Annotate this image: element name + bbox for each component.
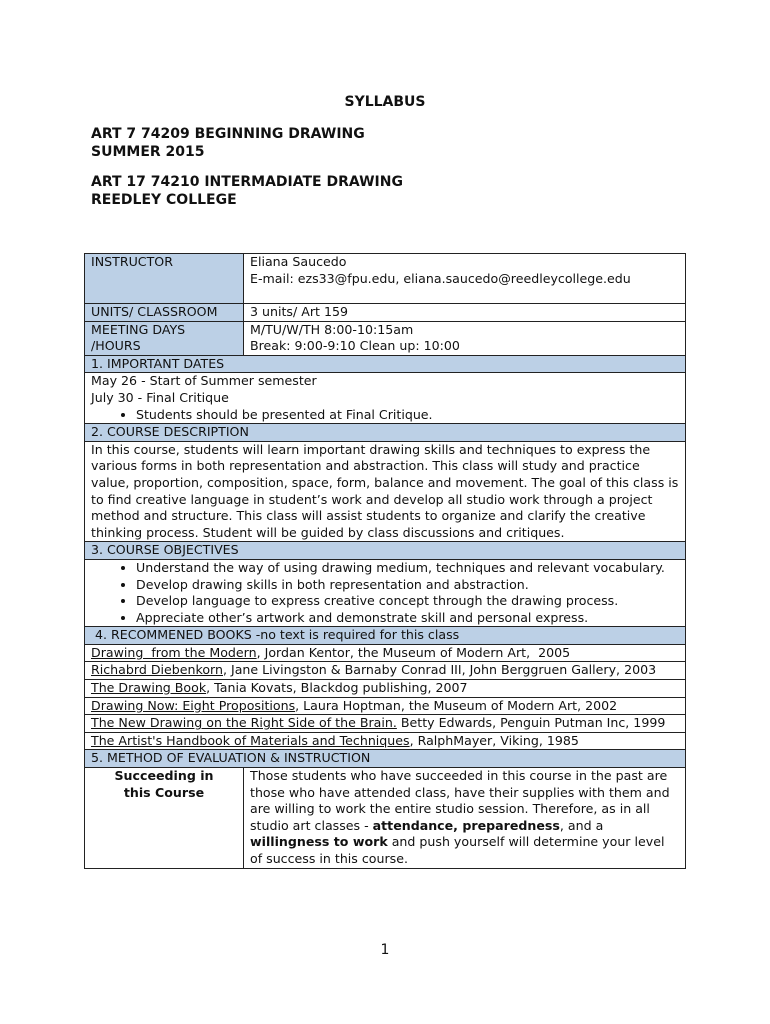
dates-bullets [91, 407, 679, 424]
date-item: July 30 - Final Critique [91, 389, 229, 405]
dates-heading-row [85, 355, 686, 373]
succeeding-text [244, 768, 686, 869]
succeeding-label-line: Succeeding in [114, 768, 214, 784]
emphasis-run: willingness to work [250, 834, 388, 850]
objectives-heading-row [85, 542, 686, 560]
meeting-label-line: MEETING DAYS [91, 321, 186, 337]
college-line: REEDLEY COLLEGE [91, 192, 237, 208]
syllabus-table [84, 253, 686, 869]
section-heading: 3. COURSE OBJECTIVES [85, 542, 686, 560]
book-row [85, 697, 686, 715]
objective-item: • Appreciate other’s artwork and demonstrate skill and personal express. [136, 610, 679, 627]
book-details: Betty Edwards, Penguin Putman Inc, 1999 [396, 715, 666, 731]
date-item: May 26 - Start of Summer semester [91, 373, 317, 389]
units-value: 3 units/ Art 159 [244, 304, 686, 322]
book-title: The New Drawing on the Right Side of the Brain. [91, 715, 397, 731]
meeting-value [244, 321, 686, 355]
term-line: SUMMER 2015 [91, 144, 205, 160]
section-heading: 5. METHOD OF EVALUATION & INSTRUCTION [85, 750, 686, 768]
description-text: In this course, students will learn important drawing skills and techniques to express the various forms in both representation and abstraction. This class will study and practice value, proportion, composition, space, form, balance and movement. The goal of this class is to find creative language in student’s work and develop all studio work through a project method and structure. This class will assist students to organize and clarify the creative thinking process. Student will be guided by class discussions and critiques. [85, 441, 686, 542]
instructor-label: INSTRUCTOR [85, 254, 244, 304]
section-heading: 2. COURSE DESCRIPTION [85, 424, 686, 442]
succeeding-label-line: this Course [123, 784, 205, 800]
book-row [85, 662, 686, 680]
course-header-intermediate [91, 173, 403, 209]
book-row [85, 715, 686, 733]
book-title: The Drawing Book [91, 680, 207, 696]
text-run: and push yourself will determine your level of success in this course. [250, 834, 665, 866]
description-row [85, 441, 686, 542]
objective-item: • Develop language to express creative concept through the drawing process. [136, 593, 679, 610]
book-title: Drawing from the Modern [91, 644, 257, 660]
emphasis-run: attendance, preparedness [372, 817, 560, 833]
book-details: , Tania Kovats, Blackdog publishing, 2007 [206, 680, 468, 696]
instructor-name: Eliana Saucedo [250, 254, 347, 269]
instructor-email: E-mail: ezs33@fpu.edu, eliana.saucedo@reedleycollege.edu [250, 270, 631, 286]
meeting-row [85, 321, 686, 355]
objective-item: • Develop drawing skills in both representation and abstraction. [136, 577, 679, 594]
succeeding-label [85, 768, 244, 869]
course-header-beginning [91, 125, 365, 161]
book-entry [85, 697, 686, 715]
text-run: , and a [559, 817, 604, 833]
instructor-row [85, 254, 686, 304]
course-line: ART 17 74210 INTERMADIATE DRAWING [91, 174, 403, 190]
book-title: Drawing Now: Eight Propositions [91, 697, 296, 713]
book-row [85, 680, 686, 698]
evaluation-heading-row [85, 750, 686, 768]
meeting-label [85, 321, 244, 355]
succeeding-row [85, 768, 686, 869]
objectives-row [85, 559, 686, 626]
text-run: Those students who have succeeded in this course in the past are those who have attended class, have their supplies with them and are willing to work the entire studio session. Therefore, as in all studio art classes - [250, 768, 670, 833]
book-row [85, 732, 686, 750]
course-line: ART 7 74209 BEGINNING DRAWING [91, 126, 365, 142]
description-heading-row [85, 424, 686, 442]
book-row [85, 644, 686, 662]
units-row [85, 304, 686, 322]
document-title: SYLLABUS [344, 94, 426, 110]
book-entry [85, 732, 686, 750]
dates-row [85, 373, 686, 424]
bullet-item: • Students should be presented at Final Critique. [136, 407, 679, 424]
units-label: UNITS/ CLASSROOM [85, 304, 244, 322]
objective-item: • Understand the way of using drawing medium, techniques and relevant vocabulary. [136, 560, 679, 577]
meeting-time: M/TU/W/TH 8:00-10:15am [250, 321, 414, 337]
book-entry [85, 680, 686, 698]
meeting-break: Break: 9:00-9:10 Clean up: 10:00 [250, 338, 460, 354]
objectives-list [91, 560, 679, 626]
dates-content [85, 373, 686, 424]
objectives-content [85, 559, 686, 626]
page-number: 1 [380, 942, 390, 958]
books-heading-row [85, 627, 686, 645]
book-entry [85, 715, 686, 733]
section-heading: 1. IMPORTANT DATES [85, 355, 686, 373]
book-details: , RalphMayer, Viking, 1985 [409, 732, 579, 748]
instructor-info [244, 254, 686, 304]
book-details: , Laura Hoptman, the Museum of Modern Art, 2002 [295, 697, 618, 713]
section-heading: 4. RECOMMENED BOOKS -no text is required for this class [85, 627, 686, 645]
book-title: The Artist's Handbook of Materials and Techniques [91, 732, 410, 748]
meeting-label-line: /HOURS [91, 338, 141, 354]
book-details: , Jane Livingston & Barnaby Conrad III, John Berggruen Gallery, 2003 [222, 662, 657, 678]
book-entry [85, 662, 686, 680]
book-title: Richabrd Diebenkorn [91, 662, 223, 678]
book-details: , Jordan Kentor, the Museum of Modern Art, 2005 [256, 644, 571, 660]
book-entry [85, 644, 686, 662]
